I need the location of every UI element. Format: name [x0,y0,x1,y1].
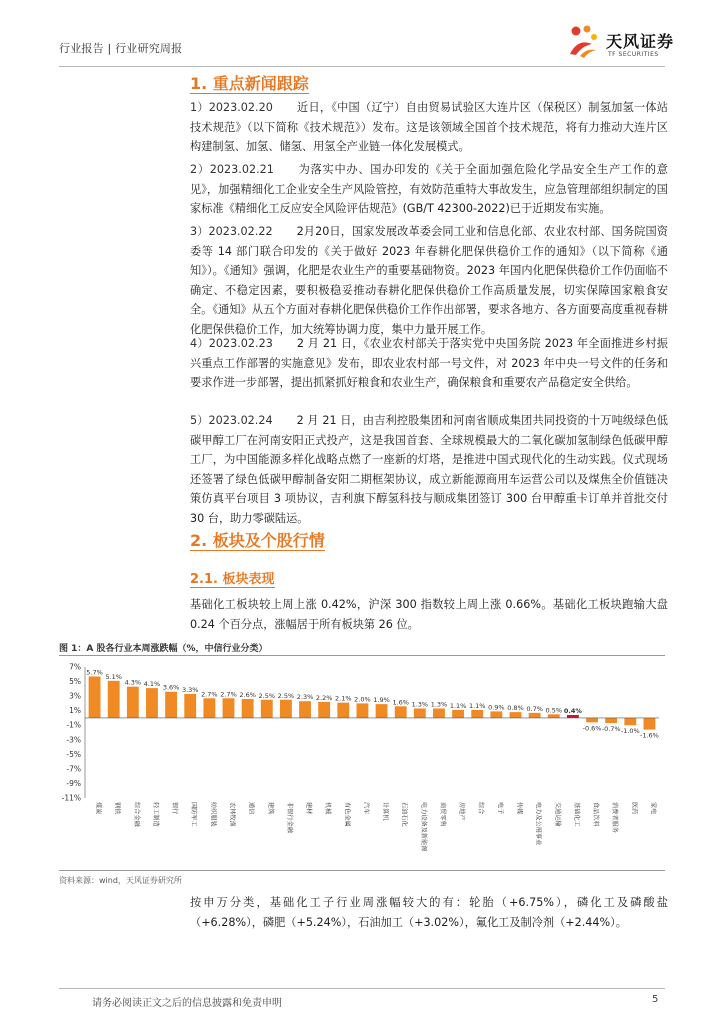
bar [624,718,636,725]
bar [242,699,254,718]
logo-name: 天风证券 [606,32,675,51]
category-label: 商贸零售 [438,802,446,827]
bar [510,712,522,718]
value-label: -0.6% [582,724,602,733]
industry-return-chart [59,657,665,869]
footer-disclaimer: 请务必阅读正文之后的信息披露和免责申明 [92,998,282,1009]
value-label: 0.4% [563,707,582,716]
bar [452,710,464,718]
bar [280,700,292,718]
value-label: 1.1% [449,701,467,710]
bar [490,711,502,718]
figure-source: 资料来源：wind，天风证券研究所 [59,876,182,885]
category-label: 电力及公用事业 [534,802,542,846]
y-tick-label: 3% [69,691,81,701]
value-label: 2.1% [335,694,352,703]
y-tick-label: -1% [66,720,81,730]
value-label: 5.7% [86,668,103,677]
value-label: 1.9% [373,696,390,705]
category-label: 综合金融 [132,802,140,827]
figure-top-rule [59,655,665,656]
category-label: 有色金属 [343,802,351,827]
sector-intro: 基础化工板块较上周上涨 0.42%，沪深 300 指数较上周上涨 0.66%。基础化工板块跑输大盘 0.24 个百分点，涨幅居于所有板块第 26 位。 [190,598,668,631]
category-label: 银行 [171,802,179,815]
category-label: 交通运输 [553,802,561,827]
bar [165,692,177,718]
figure-title: 图 1：A 股各行业本周涨跌幅（%，中信行业分类） [59,644,268,654]
category-label: 传媒 [515,802,523,815]
category-label: 国防军工 [190,802,198,827]
section1-title: 1. 重点新闻跟踪 [190,74,309,93]
value-label: 1.3% [430,700,448,709]
category-label: 房地产 [458,802,466,821]
y-tick-label: -9% [66,778,81,788]
bar [146,688,158,718]
news-item-3: 3）2023.02.22 2月20日，国家发展改革委会同工业和信息化部、农业农村部、国务院国资委等 14 部门联合印发的《关于做好 2023 年春耕化肥保供稳价工作的通知》（以下简称《通知》）。《通知》强调，化肥是农业生产的重要基础物资。2023 年国内化肥保供稳价工作仍面临不确定、不稳定因素，要积极稳妥推动春耕化肥保供稳价工作高质量发展，切实保障国家粮食安全。《通知》从五个方面对春耕化肥保供稳价工作作出部署，要求各地方、各方面要高度重视春耕化肥保供稳价工作，加大统筹协调力度，集中力量开展工作。 [190,225,668,336]
bar [395,706,407,718]
category-label: 消费者服务 [611,802,619,833]
category-label: 医药 [630,802,638,815]
bar [586,718,598,722]
logo-subtitle: TF SECURITIES [608,51,659,58]
value-label: 0.9% [488,703,505,712]
category-label: 纺织服装 [209,802,217,827]
bar [261,700,273,718]
section2-title: 2. 板块及个股行情 [190,531,325,550]
category-label: 食品饮料 [592,802,600,827]
value-label: 0.8% [507,704,524,713]
bar [433,708,445,717]
header-divider [59,66,665,67]
page-number: 5 [652,994,659,1005]
category-label: 建筑 [266,802,274,815]
bar [529,713,541,718]
category-label: 轻工制造 [151,802,159,827]
category-label: 基础化工 [572,802,580,827]
value-label: 4.3% [124,678,142,687]
company-logo [566,24,696,64]
bar [414,708,426,717]
value-label: 0.7% [526,704,543,713]
value-label: 1.1% [468,701,486,710]
subindustry-summary: 按申万分类，基础化工子行业周涨幅较大的有：轮胎（+6.75%），磷化工及磷酸盐（+6.28%），磷肥（+5.24%），石油加工（+3.02%），氟化工及制冷剂（+2.44%）。 [190,896,668,929]
category-label: 汽车 [362,802,370,815]
y-tick-label: -11% [61,793,81,803]
value-label: 0.5% [545,706,563,715]
bar [108,681,120,718]
value-label: 3.6% [162,683,180,692]
news-item-2: 2）2023.02.21 为落实中办、国办印发的《关于全面加强危险化学品安全生产工作的意见》，加强精细化工企业安全生产风险管控，有效防范重特大事故发生，应急管理部组织制定的国家标准《精细化工反应安全风险评估规范》(GB/T 42300-2022)已于近期发布实施。 [190,163,668,216]
category-label: 钢铁 [113,802,121,815]
section2-1-title: 2.1. 板块表现 [190,572,275,587]
category-label: 家电 [649,802,657,815]
y-tick-label: 1% [69,706,81,716]
value-label: 2.2% [315,693,333,702]
value-label: 1.6% [392,698,409,707]
value-label: 1.3% [411,700,429,709]
value-label: 2.7% [201,690,218,699]
bar [471,710,483,718]
value-label: 2.3% [296,693,314,702]
y-tick-label: -3% [66,735,81,745]
value-label: 4.1% [143,680,161,689]
category-label: 非银行金融 [285,802,293,833]
value-label: 2.6% [239,691,256,700]
bar [223,698,235,718]
value-label: -1.6% [640,731,659,740]
bar [318,702,330,718]
bar [644,718,656,730]
category-label: 计算机 [381,802,389,821]
logo-mark-icon [566,24,602,60]
footer-divider [59,988,665,989]
value-label: 2.5% [258,691,276,700]
value-label: 3.3% [181,685,199,694]
bar [605,718,617,723]
category-label: 建材 [305,802,313,815]
category-label: 农林牧渔 [228,802,236,827]
value-label: 5.1% [105,672,122,681]
category-label: 石油石化 [400,802,408,827]
figure-bottom-rule [59,870,665,871]
report-category: 行业报告 | 行业研究周报 [59,42,183,55]
category-label: 综合 [477,802,485,815]
bar [89,676,101,717]
category-label: 通信 [247,802,255,815]
bar [548,714,560,718]
news-item-1: 1）2023.02.20 近日，《中国（辽宁）自由贸易试验区大连片区（保税区）制氢加氢一体站技术规范》（以下简称《技术规范》）发布。这是该领域全国首个技术规范，将有力推动大连片区构建制氢、加氢、储氢、用氢全产业链一体化发展模式。 [190,101,668,154]
news-item-4: 4）2023.02.23 2 月 21 日，《农业农村部关于落实党中央国务院 2023 年全面推进乡村振兴重点工作部署的实施意见》发布，即农业农村部一号文件，对 2023 年中央一号文件的任务和要求作进一步部署，提出抓紧抓好粮食和农业生产，确保粮食和重要农产品稳定安全供给。 [190,337,668,390]
value-label: -1.0% [620,727,640,736]
bar [203,698,215,718]
value-label: -0.7% [601,725,621,734]
y-tick-label: -5% [66,749,81,759]
bar [299,701,311,718]
bar [567,715,579,718]
y-tick-label: 7% [69,662,81,672]
category-label: 机械 [324,802,332,815]
y-tick-label: 5% [69,677,81,687]
value-label: 2.7% [220,690,237,699]
bar [127,687,139,718]
bar [184,694,196,718]
news-item-5: 5）2023.02.24 2 月 21 日，由吉利控股集团和河南省顺成集团共同投资的十万吨级绿色低碳甲醇工厂在河南安阳正式投产，这是我国首套、全球规模最大的二氧化碳加氢制绿色低碳甲醇工厂，为中国能源多样化战略点燃了一座新的灯塔，是推进中国式现代化的生动实践。仪式现场还签署了绿色低碳甲醇制备安阳二期框架协议，成立新能源商用车运营公司以及煤焦全价值链决策仿真平台项目 3 项协议，吉利旗下醇氢科技与顺成集团签订 300 台甲醇重卡订单并首批交付 30 台，助力零碳陆运。 [190,414,668,525]
category-label: 煤炭 [94,802,102,815]
bar [376,704,388,718]
category-label: 电子 [496,802,504,815]
value-label: 2.5% [277,691,295,700]
bar [357,703,369,718]
value-label: 2.0% [354,695,371,704]
category-label: 电力设备及新能源 [419,802,427,852]
bar [337,703,349,718]
y-tick-label: -7% [66,764,81,774]
